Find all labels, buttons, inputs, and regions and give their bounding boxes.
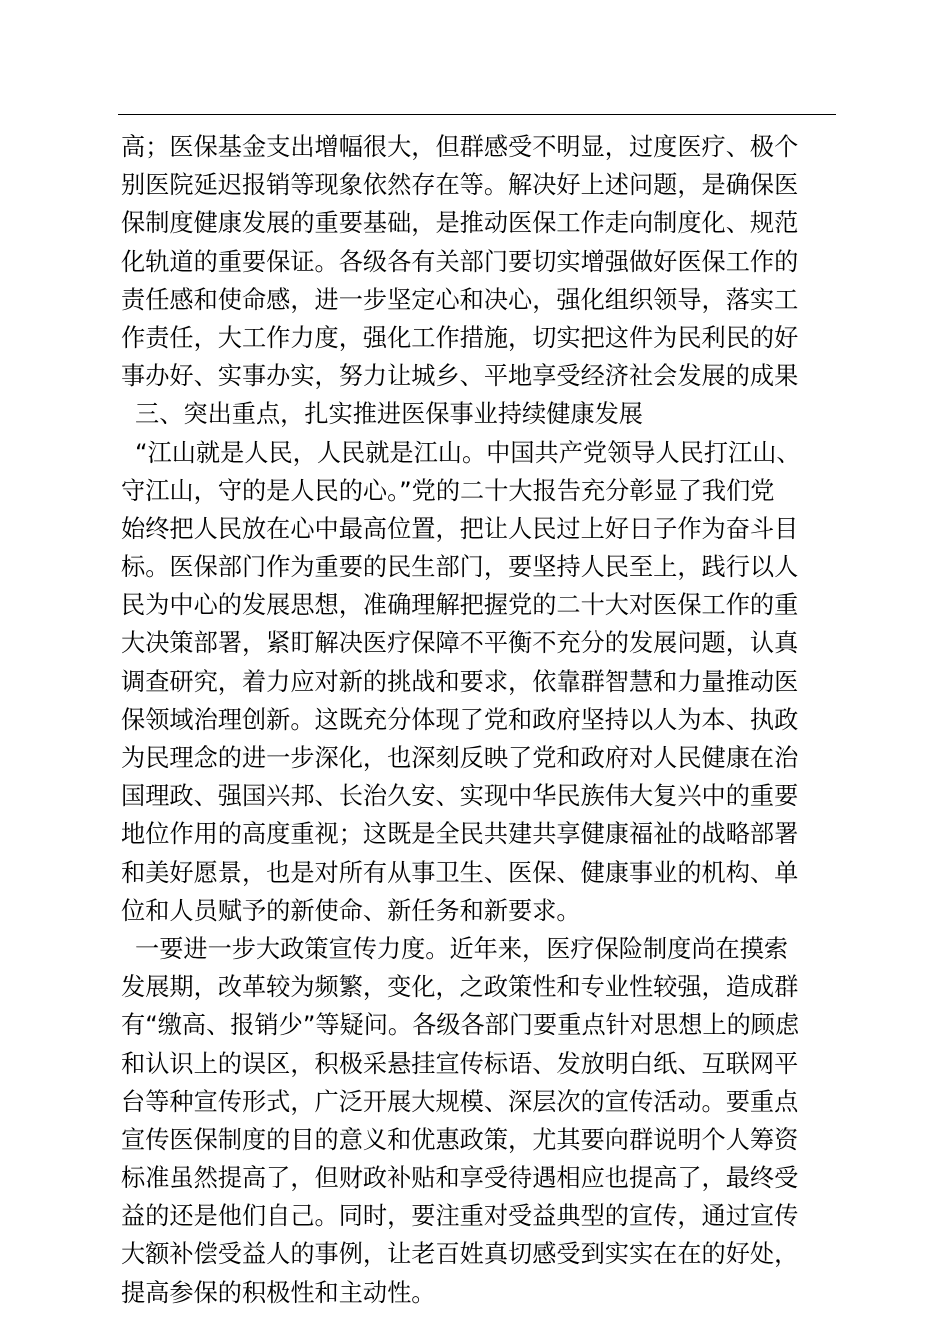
text-line: 始终把人民放在心中最高位置，把让人民过上好日子作为奋斗目 — [121, 514, 799, 543]
text-line: 调查研究，着力应对新的挑战和要求，依靠群智慧和力量推动医 — [121, 667, 799, 696]
text-line: 提高参保的积极性和主动性。 — [121, 1278, 436, 1307]
text-line: 和美好愿景，也是对所有从事卫生、医保、健康事业的机构、单 — [121, 858, 799, 887]
text-line: 发展期，改革较为频繁，变化，之政策性和专业性较强，造成群 — [121, 973, 799, 1002]
text-line: 民为中心的发展思想，准确理解把握党的二十大对医保工作的重 — [121, 591, 799, 620]
text-line: 大额补偿受益人的事例，让老百姓真切感受到实实在在的好处， — [121, 1240, 799, 1269]
text-line: 保领域治理创新。这既充分体现了党和政府坚持以人为本、执政 — [121, 705, 799, 734]
text-line: 国理政、强国兴邦、长治久安、实现中华民族伟大复兴中的重要 — [121, 782, 799, 811]
text-line: 标。医保部门作为重要的民生部门，要坚持人民至上，践行以人 — [121, 553, 799, 582]
text-line: 宣传医保制度的目的意义和优惠政策，尤其要向群说明个人筹资 — [121, 1125, 799, 1154]
text-line: 有“缴高、报销少”等疑问。各级各部门要重点针对思想上的顾虑 — [121, 1011, 800, 1040]
text-line: 标准虽然提高了，但财政补贴和享受待遇相应也提高了，最终受 — [121, 1164, 799, 1193]
text-line: 台等种宣传形式，广泛开展大规模、深层次的宣传活动。要重点 — [121, 1087, 799, 1116]
text-line: 高；医保基金支出增幅很大，但群感受不明显，过度医疗、极个 — [121, 133, 799, 161]
document-body — [121, 128, 841, 1312]
text-line: “江山就是人民，人民就是江山。中国共产党领导人民打江山、 — [135, 438, 801, 467]
text-line: 和认识上的误区，积极采悬挂宣传标语、发放明白纸、互联网平 — [121, 1049, 799, 1078]
header-rule — [118, 114, 836, 115]
text-line: 化轨道的重要保证。各级各有关部门要切实增强做好医保工作的 — [121, 247, 799, 276]
text-line: 一要进一步大政策宣传力度。近年来，医疗保险制度尚在摸索 — [135, 934, 789, 963]
text-line: 地位作用的高度重视；这既是全民共建共享健康福祉的战略部署 — [121, 820, 799, 849]
section-heading: 三、突出重点，扎实推进医保事业持续健康发展 — [135, 400, 643, 429]
text-line: 作责任，大工作力度，强化工作措施，切实把这件为民利民的好 — [121, 323, 799, 352]
text-line: 别医院延迟报销等现象依然存在等。解决好上述问题，是确保医 — [121, 171, 799, 200]
text-line: 益的还是他们自己。同时，要注重对受益典型的宣传，通过宣传 — [121, 1202, 799, 1231]
text-line: 位和人员赋予的新使命、新任务和新要求。 — [121, 896, 581, 925]
text-line: 责任感和使命感，进一步坚定心和决心，强化组织领导，落实工 — [121, 285, 799, 314]
text-line: 为民理念的进一步深化，也深刻反映了党和政府对人民健康在治 — [121, 744, 799, 772]
text-line: 守江山，守的是人民的心。”党的二十大报告充分彰显了我们党 — [121, 476, 775, 505]
text-line: 保制度健康发展的重要基础，是推动医保工作走向制度化、规范 — [121, 209, 799, 238]
text-line: 大决策部署，紧盯解决医疗保障不平衡不充分的发展问题，认真 — [121, 629, 799, 658]
text-line: 事办好、实事办实，努力让城乡、平地享受经济社会发展的成果 — [121, 362, 799, 391]
